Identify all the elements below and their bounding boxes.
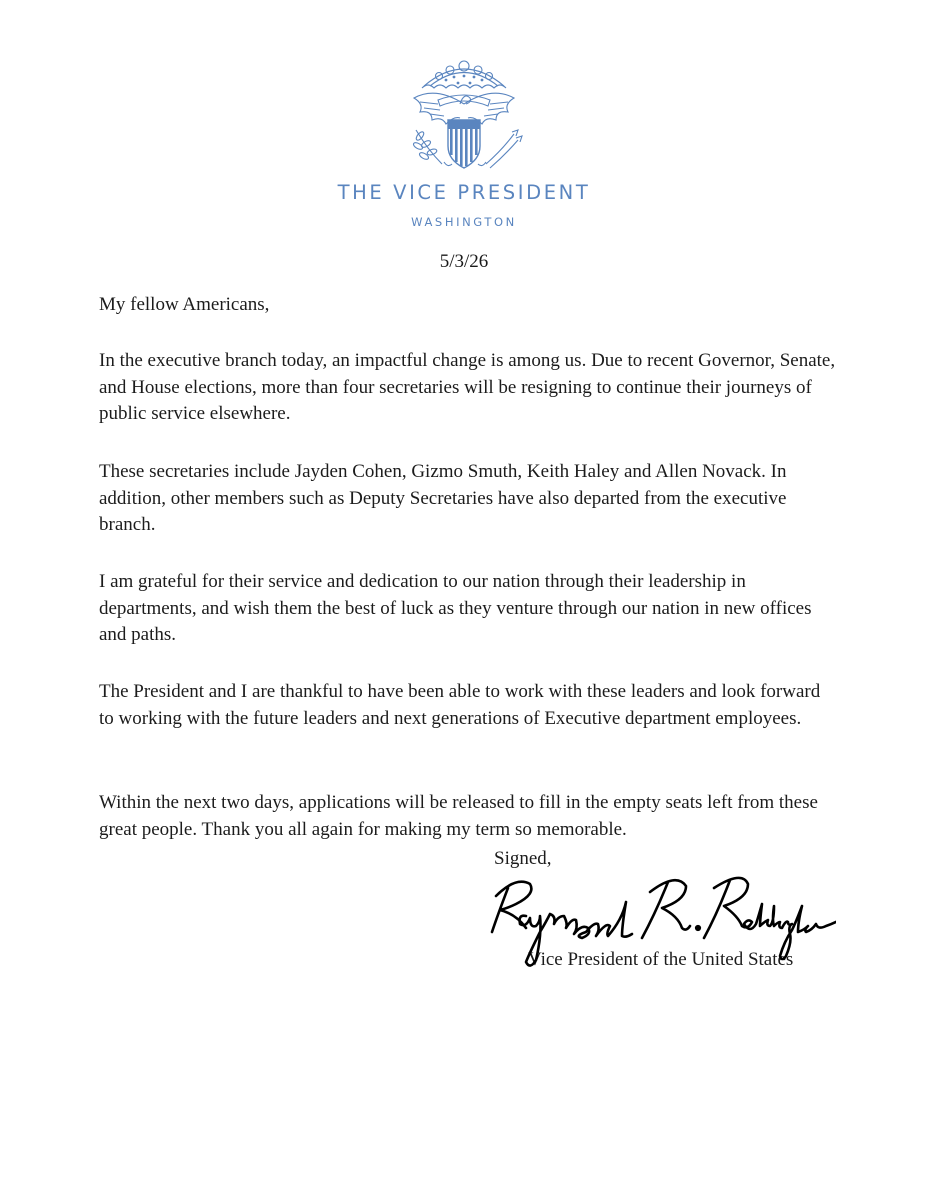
salutation: My fellow Americans, — [99, 294, 270, 315]
office-city: WASHINGTON — [411, 215, 517, 229]
paragraph-4: The President and I are thankful to have been able to work with these leaders and look forward to working with the future leaders and next generations of Executive department employees. — [99, 681, 821, 729]
paragraph-1: In the executive branch today, an impactful change is among us. Due to recent Governor, Senate, and House elections, more than four secretaries will be resigning to continue their journeys of public service elsewhere. — [99, 350, 836, 424]
paragraph-5: Within the next two days, applications will be released to fill in the empty seats left from these great people. Thank you all again for making my term so memorable. — [99, 792, 818, 840]
letter-date: 5/3/26 — [439, 251, 489, 272]
paragraph-3: I am grateful for their service and dedication to our nation through their leadership in departments, and wish them the best of luck as they venture through our nation in new offices and paths. — [99, 571, 812, 645]
closing: Signed, — [494, 848, 552, 869]
office-title: THE VICE PRESIDENT — [337, 181, 591, 204]
paragraph-2: These secretaries include Jayden Cohen, Gizmo Smuth, Keith Haley and Allen Novack. In addition, other members such as Deputy Secretaries have also departed from the executive branch. — [99, 461, 787, 535]
vice-presidential-seal-icon — [394, 46, 534, 196]
signer-title: Vice President of the United States — [528, 949, 794, 970]
handwritten-signature — [486, 866, 836, 978]
